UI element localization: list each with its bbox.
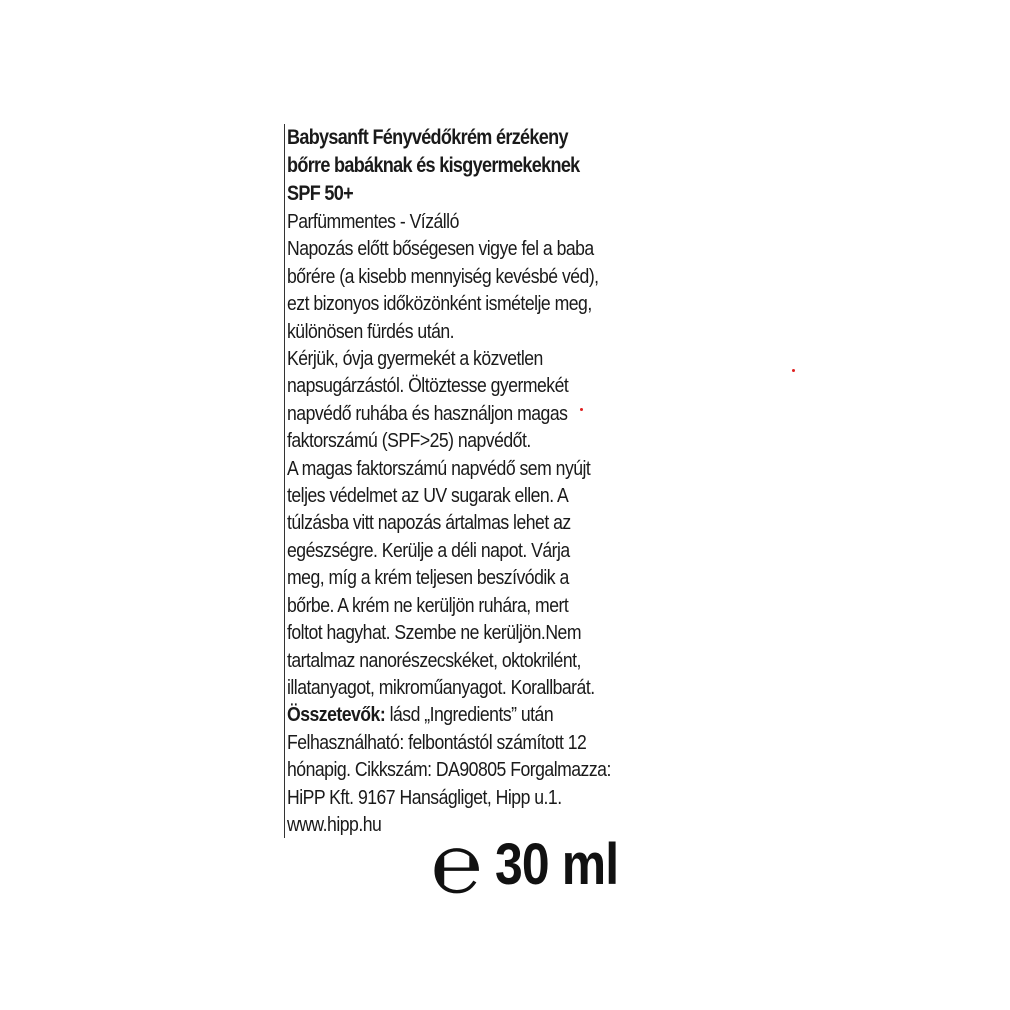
body-line: meg, míg a krém teljesen beszívódik a (287, 566, 569, 590)
red-dot-marker (580, 408, 583, 411)
volume-block (430, 819, 639, 910)
body-line: különösen fürdés után. (287, 319, 455, 343)
body-line: bőrére (a kisebb mennyiség kevésbé véd), (287, 264, 599, 288)
ingredients-text: lásd „Ingredients” után (385, 703, 554, 727)
body-line: ezt bizonyos időközönként ismételje meg, (287, 292, 592, 316)
body-line: faktorszámú (SPF>25) napvédőt. (287, 429, 531, 453)
website-text: www.hipp.hu (287, 812, 382, 836)
body-line: Napozás előtt bőségesen vigye fel a baba (287, 237, 594, 261)
body-line: illatanyagot, mikroműanyagot. Korallbarát. (287, 675, 595, 699)
body-line: tartalmaz nanorészecskéket, oktokrilént, (287, 648, 581, 672)
product-title-line-1: Babysanft Fényvédőkrém érzékeny (287, 126, 568, 149)
ingredients-line (287, 701, 631, 728)
footer-line: HiPP Kft. 9167 Hanságliget, Hipp u.1. (287, 785, 562, 809)
body-line: foltot hagyhat. Szembe ne kerüljön.Nem (287, 621, 581, 645)
product-label-text (284, 124, 687, 838)
body-line: teljes védelmet az UV sugarak ellen. A (287, 484, 569, 508)
footer-line: Felhasználható: felbontástól számított 12 (287, 730, 587, 754)
ingredients-label: Összetevők: (287, 703, 386, 727)
body-line: napvédő ruhába és használjon magas (287, 401, 568, 425)
body-line: napsugárzástól. Öltöztesse gyermekét (287, 374, 569, 398)
footer-line: hónapig. Cikkszám: DA90805 Forgalmazza: (287, 758, 611, 782)
volume-text: 30 ml (495, 832, 619, 897)
red-dot-marker (792, 369, 795, 372)
product-title-line-2: bőrre babáknak és kisgyermekeknek (287, 154, 580, 177)
body-line: túlzásba vitt napozás ártalmas lehet az (287, 511, 571, 535)
estimated-sign-icon: ℮ (430, 819, 483, 910)
body-line: egészségre. Kerülje a déli napot. Várja (287, 538, 570, 562)
body-line: bőrbe. A krém ne kerüljön ruhára, mert (287, 593, 569, 617)
body-line: A magas faktorszámú napvédő sem nyújt (287, 456, 591, 480)
body-line: Parfümmentes - Vízálló (287, 210, 459, 233)
product-title-spf: SPF 50+ (287, 182, 353, 205)
body-line: Kérjük, óvja gyermekét a közvetlen (287, 347, 543, 371)
